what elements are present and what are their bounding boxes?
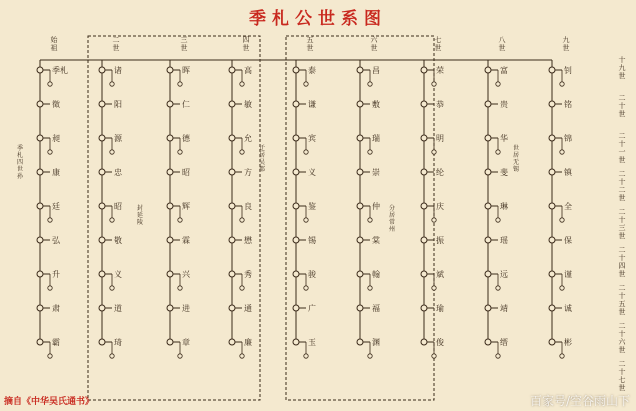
node-marker (485, 339, 491, 345)
node-marker (421, 271, 427, 277)
person-name: 弘 (52, 236, 60, 245)
sub-node (240, 150, 244, 154)
node-marker (167, 203, 173, 209)
person-name: 昶 (52, 134, 60, 143)
person-name: 保 (564, 236, 572, 245)
annotation-note: 季札四世孙 (16, 145, 24, 180)
node-marker (99, 101, 105, 107)
sub-node (304, 150, 308, 154)
person-name: 斌 (436, 270, 444, 279)
person-name: 瑞 (372, 134, 380, 143)
sub-node (240, 286, 244, 290)
person-name: 锦 (564, 134, 572, 143)
node-marker (167, 339, 173, 345)
person-name: 振 (436, 236, 444, 245)
annotation-note: 封延陵 (136, 205, 144, 226)
sub-node (368, 354, 372, 358)
person-name: 廷 (52, 202, 60, 211)
node-marker (357, 203, 363, 209)
person-name: 铭 (564, 100, 572, 109)
person-name: 敬 (114, 236, 122, 245)
sub-node (496, 218, 500, 222)
generation-label: 二十三世 (618, 208, 626, 240)
person-name: 缙 (500, 338, 508, 347)
node-marker (421, 339, 427, 345)
person-name: 仲 (372, 202, 380, 211)
sub-node (178, 150, 182, 154)
node-marker (549, 305, 555, 311)
node-marker (229, 67, 235, 73)
node-marker (549, 169, 555, 175)
node-marker (229, 135, 235, 141)
sub-node (432, 286, 436, 290)
column-head: 六世 (370, 36, 378, 52)
node-marker (549, 135, 555, 141)
column-head: 五世 (306, 36, 314, 52)
node-marker (37, 67, 43, 73)
person-name: 钊 (564, 66, 572, 75)
sub-node (432, 82, 436, 86)
watermark: 百家号/空谷雨山下 (529, 394, 630, 408)
person-name: 恭 (436, 100, 444, 109)
sub-node (110, 218, 114, 222)
sub-node (560, 218, 564, 222)
node-marker (357, 305, 363, 311)
node-marker (357, 67, 363, 73)
sub-node (178, 82, 182, 86)
sub-node (110, 150, 114, 154)
column-head: 七世 (434, 36, 442, 52)
node-marker (229, 305, 235, 311)
person-name: 俊 (436, 338, 444, 347)
node-marker (37, 305, 43, 311)
sub-node (48, 354, 52, 358)
person-name: 道 (114, 304, 122, 313)
person-name: 兴 (182, 270, 190, 279)
node-marker (293, 169, 299, 175)
person-name: 仁 (182, 100, 190, 109)
node-marker (485, 101, 491, 107)
node-marker (357, 271, 363, 277)
node-marker (167, 237, 173, 243)
sub-node (240, 218, 244, 222)
node-marker (229, 101, 235, 107)
sub-node (48, 218, 52, 222)
person-name: 彬 (564, 338, 572, 347)
node-marker (293, 237, 299, 243)
person-name: 季札 (52, 66, 68, 75)
sub-node (110, 82, 114, 86)
person-name: 肃 (52, 304, 60, 313)
person-name: 忠 (114, 168, 122, 177)
sub-node (368, 150, 372, 154)
node-marker (485, 271, 491, 277)
person-name: 崇 (372, 168, 380, 177)
person-name: 鉴 (308, 202, 316, 211)
node-marker (549, 67, 555, 73)
node-marker (167, 101, 173, 107)
person-name: 广 (308, 304, 316, 313)
sub-node (560, 286, 564, 290)
sub-node (496, 354, 500, 358)
person-name: 霖 (182, 236, 190, 245)
node-marker (549, 271, 555, 277)
sub-node (432, 150, 436, 154)
node-marker (293, 305, 299, 311)
generation-label: 十九世 (618, 56, 626, 80)
node-marker (167, 271, 173, 277)
node-marker (99, 339, 105, 345)
node-marker (485, 67, 491, 73)
person-name: 秀 (244, 270, 252, 279)
sub-node (560, 82, 564, 86)
column-head: 始祖 (50, 36, 58, 52)
node-marker (99, 67, 105, 73)
person-name: 远 (500, 270, 508, 279)
person-name: 敏 (244, 100, 252, 109)
sub-node (48, 286, 52, 290)
person-name: 义 (308, 168, 316, 177)
person-name: 谨 (564, 270, 572, 279)
sub-node (368, 82, 372, 86)
person-name: 诸 (114, 66, 122, 75)
node-marker (229, 237, 235, 243)
person-name: 允 (244, 134, 252, 143)
person-name: 泰 (308, 66, 316, 75)
person-name: 义 (114, 270, 122, 279)
node-marker (421, 305, 427, 311)
node-marker (37, 203, 43, 209)
title: 季札公世系图 (249, 9, 387, 29)
sub-node (178, 354, 182, 358)
node-marker (37, 169, 43, 175)
person-name: 全 (564, 202, 572, 211)
node-marker (421, 237, 427, 243)
column-head: 三世 (180, 36, 188, 52)
node-marker (549, 203, 555, 209)
person-name: 徵 (52, 100, 60, 109)
person-name: 宾 (308, 134, 316, 143)
person-name: 琦 (114, 338, 122, 347)
node-marker (421, 67, 427, 73)
node-marker (421, 101, 427, 107)
node-marker (99, 135, 105, 141)
sub-node (304, 218, 308, 222)
node-marker (229, 203, 235, 209)
person-name: 源 (114, 134, 122, 143)
node-marker (357, 237, 363, 243)
person-name: 良 (244, 202, 252, 211)
person-name: 骏 (308, 270, 316, 279)
sub-node (496, 82, 500, 86)
sub-node (178, 286, 182, 290)
node-marker (485, 237, 491, 243)
person-name: 辉 (182, 202, 190, 211)
person-name: 纶 (436, 168, 444, 177)
sub-node (304, 354, 308, 358)
node-marker (485, 135, 491, 141)
generation-label: 二十世 (618, 94, 626, 118)
node-marker (99, 203, 105, 209)
node-marker (167, 305, 173, 311)
person-name: 德 (182, 134, 190, 143)
generation-label: 二十四世 (618, 246, 626, 278)
sub-node (240, 354, 244, 358)
node-marker (229, 339, 235, 345)
person-name: 廉 (244, 338, 252, 347)
person-name: 华 (500, 134, 508, 143)
sub-node (368, 286, 372, 290)
annotation-note: 分居常州 (388, 205, 396, 233)
node-marker (99, 271, 105, 277)
column-head: 八世 (498, 36, 506, 52)
node-marker (357, 101, 363, 107)
node-marker (485, 305, 491, 311)
column-head: 四世 (242, 36, 250, 52)
sub-node (304, 286, 308, 290)
sub-node (496, 286, 500, 290)
person-name: 富 (500, 66, 508, 75)
generation-label: 二十五世 (618, 284, 626, 316)
sub-node (432, 218, 436, 222)
person-name: 靖 (500, 304, 508, 313)
person-name: 琳 (500, 202, 508, 211)
person-name: 升 (52, 270, 60, 279)
annotation-note: 迁居吴郡 (258, 145, 266, 173)
person-name: 贵 (500, 100, 508, 109)
person-name: 荣 (436, 66, 444, 75)
person-name: 方 (244, 168, 252, 177)
sub-node (304, 82, 308, 86)
sub-node (432, 354, 436, 358)
annotation-note: 世居无锡 (512, 145, 520, 173)
person-name: 福 (372, 304, 380, 313)
sub-node (560, 354, 564, 358)
node-marker (229, 169, 235, 175)
sub-node (48, 150, 52, 154)
person-name: 瑜 (436, 304, 444, 313)
person-name: 康 (52, 168, 60, 177)
sub-node (368, 218, 372, 222)
person-name: 霸 (52, 338, 60, 347)
node-marker (293, 67, 299, 73)
person-name: 翰 (372, 270, 380, 279)
person-name: 昭 (182, 168, 190, 177)
node-marker (99, 237, 105, 243)
person-name: 敷 (372, 100, 380, 109)
person-name: 懋 (244, 236, 252, 245)
person-name: 章 (182, 338, 190, 347)
node-marker (37, 271, 43, 277)
person-name: 高 (244, 66, 252, 75)
column-head: 九世 (562, 36, 570, 52)
person-name: 镇 (564, 168, 572, 177)
node-marker (167, 135, 173, 141)
node-marker (421, 135, 427, 141)
sub-node (110, 286, 114, 290)
person-name: 锡 (308, 236, 316, 245)
person-name: 谦 (308, 100, 316, 109)
sub-node (560, 150, 564, 154)
node-marker (229, 271, 235, 277)
person-name: 斐 (500, 168, 508, 177)
node-marker (549, 101, 555, 107)
column-head: 二世 (112, 36, 120, 52)
node-marker (357, 339, 363, 345)
node-marker (293, 203, 299, 209)
sub-node (48, 82, 52, 86)
node-marker (99, 169, 105, 175)
sub-node (240, 82, 244, 86)
generation-label: 二十七世 (618, 360, 626, 392)
node-marker (293, 271, 299, 277)
node-marker (549, 339, 555, 345)
person-name: 昭 (114, 202, 122, 211)
person-name: 渊 (372, 338, 380, 347)
person-name: 明 (436, 134, 444, 143)
generation-label: 二十一世 (618, 132, 626, 164)
node-marker (357, 135, 363, 141)
person-name: 进 (182, 304, 190, 313)
node-marker (37, 237, 43, 243)
person-name: 阳 (114, 100, 122, 109)
person-name: 玉 (308, 338, 316, 347)
node-marker (167, 67, 173, 73)
node-marker (293, 339, 299, 345)
person-name: 庆 (436, 202, 444, 211)
node-marker (99, 305, 105, 311)
person-name: 棠 (372, 236, 380, 245)
node-marker (293, 135, 299, 141)
node-marker (421, 203, 427, 209)
sub-node (178, 218, 182, 222)
node-marker (357, 169, 363, 175)
node-marker (421, 169, 427, 175)
person-name: 昌 (372, 66, 380, 75)
node-marker (549, 237, 555, 243)
node-marker (37, 101, 43, 107)
node-marker (37, 339, 43, 345)
person-name: 晖 (182, 66, 190, 75)
node-marker (167, 169, 173, 175)
node-marker (293, 101, 299, 107)
person-name: 通 (244, 304, 252, 313)
person-name: 诚 (564, 304, 572, 313)
node-marker (485, 203, 491, 209)
node-marker (37, 135, 43, 141)
generation-label: 二十二世 (618, 170, 626, 202)
sub-node (110, 354, 114, 358)
person-name: 瑶 (500, 236, 508, 245)
sub-node (496, 150, 500, 154)
source-note: 摘自《中华吴氏通书》 (4, 397, 95, 407)
node-marker (485, 169, 491, 175)
generation-label: 二十六世 (618, 322, 626, 354)
